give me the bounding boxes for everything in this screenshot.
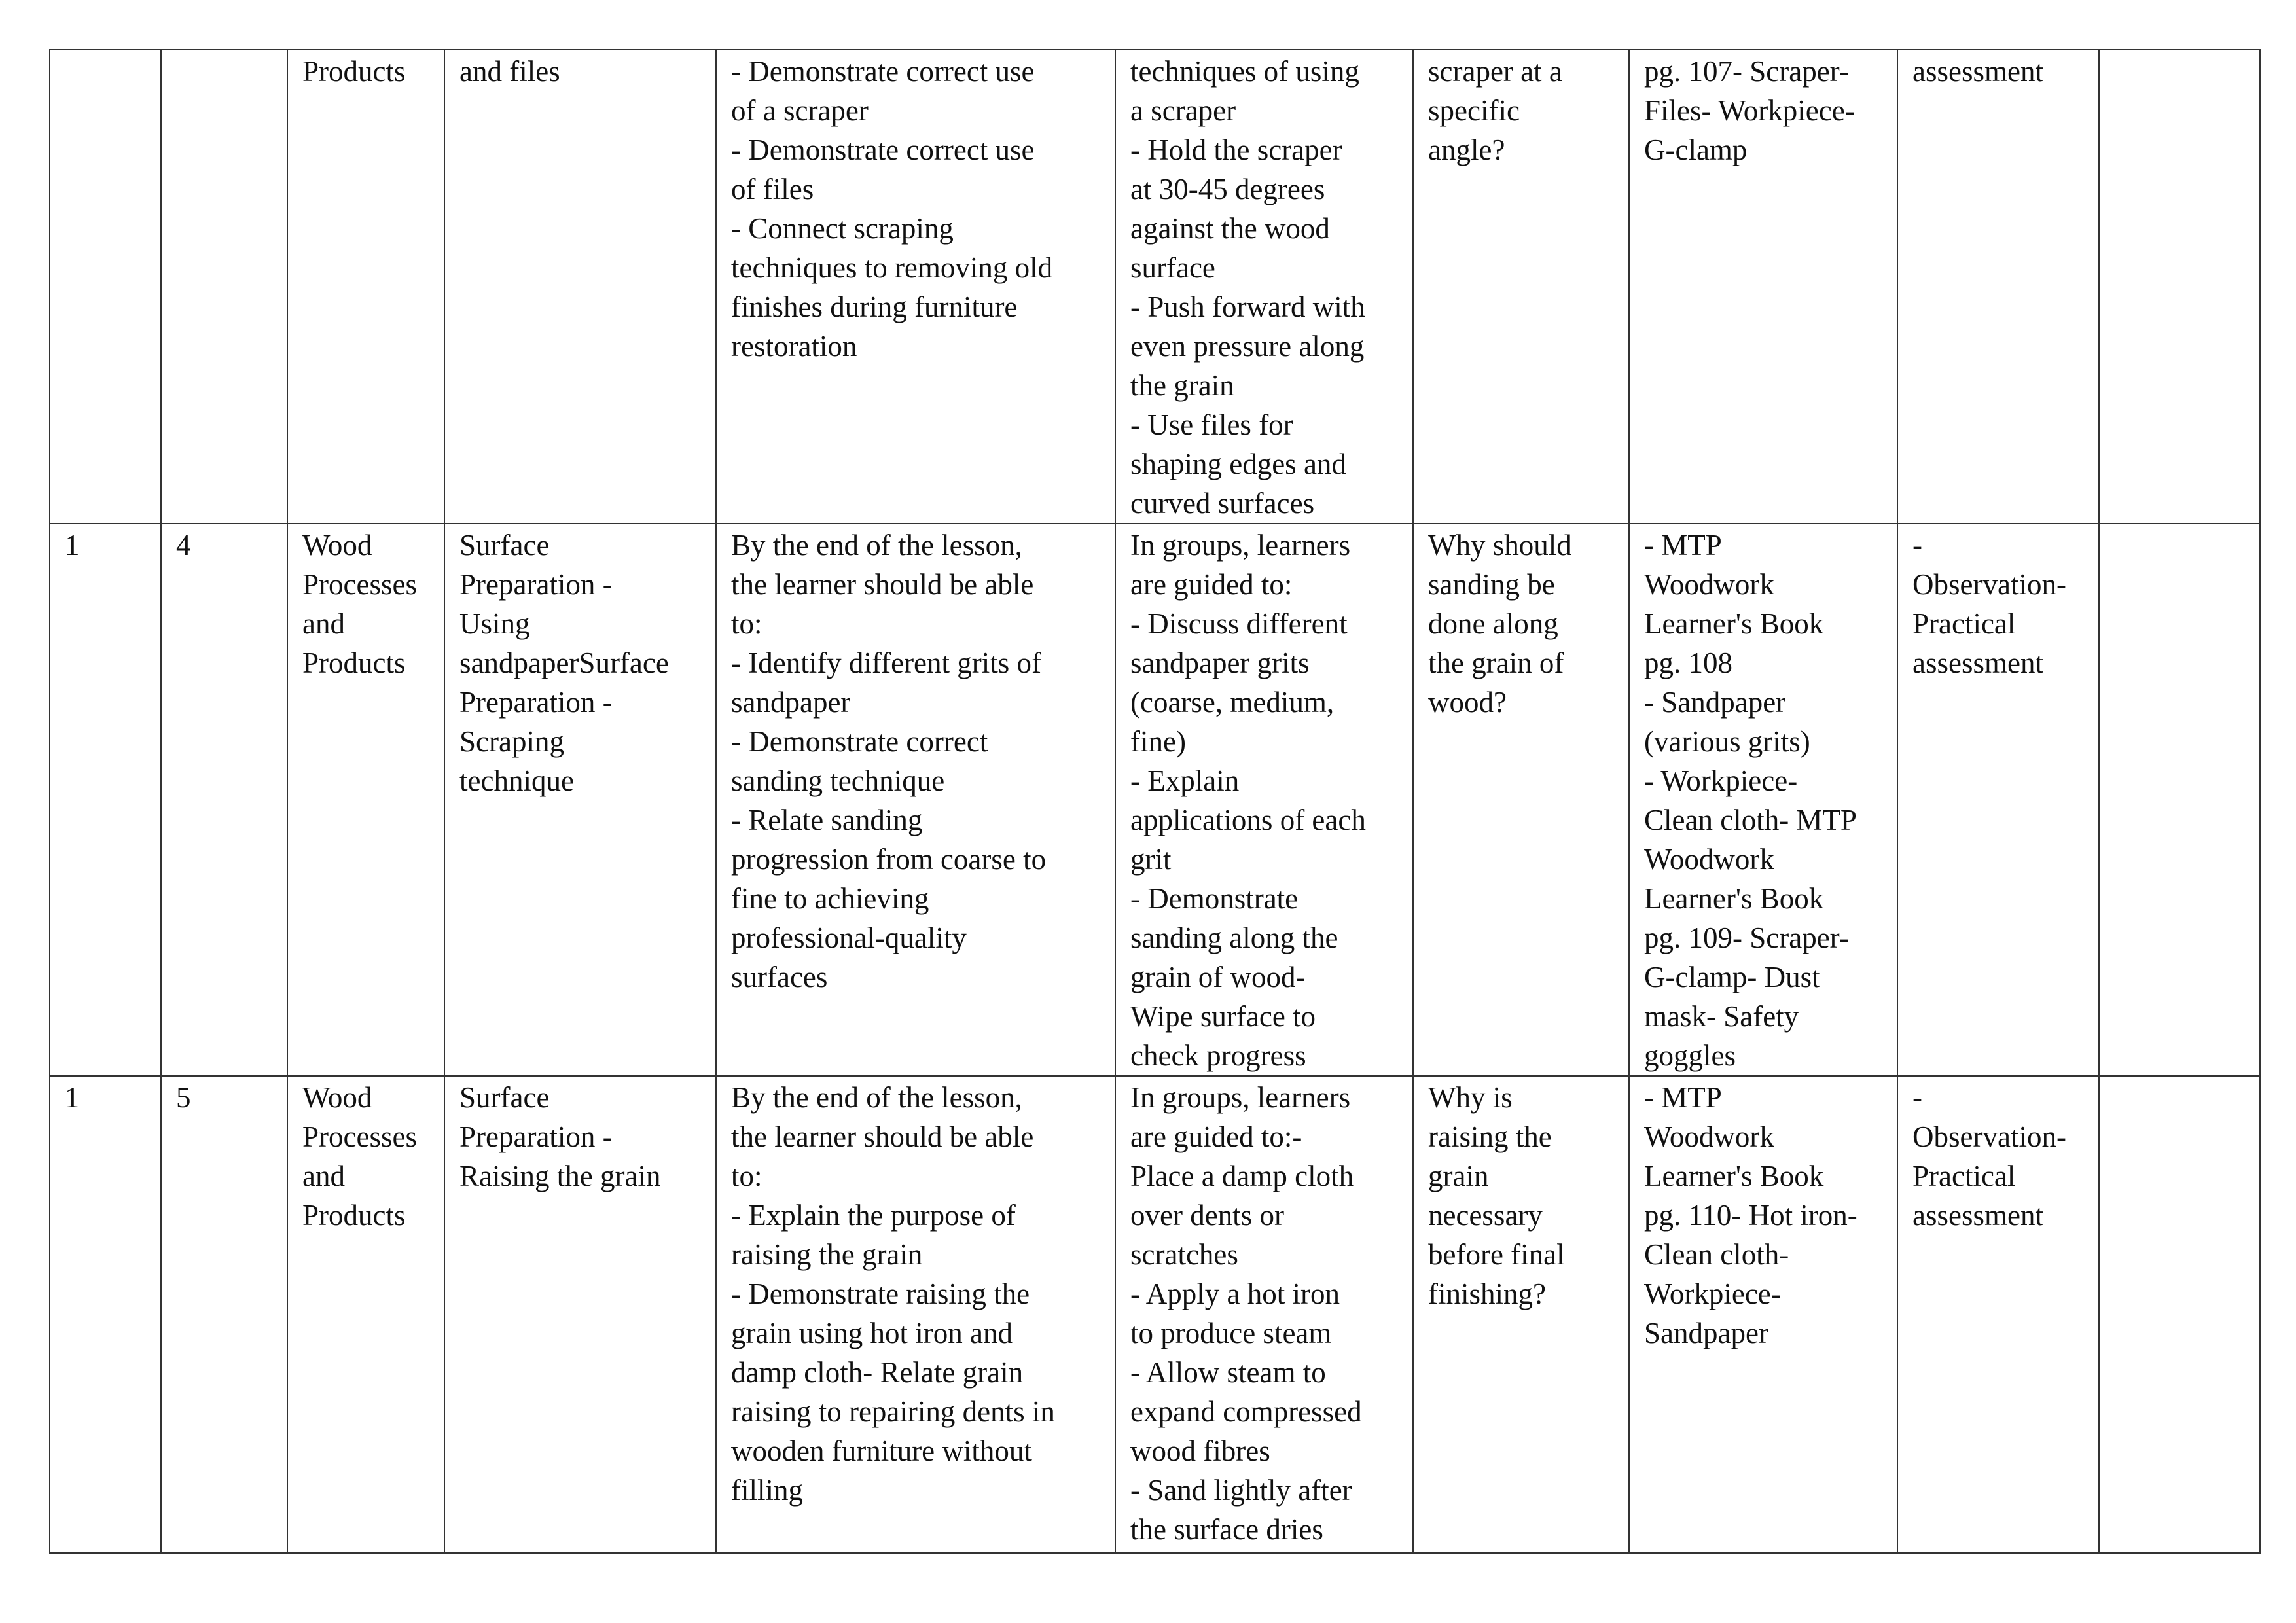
key-inquiry-cell: scraper at a specific angle? (1413, 50, 1629, 524)
assessment-cell: - Observation- Practical assessment (1897, 1076, 2099, 1553)
week-cell: 1 (50, 1076, 161, 1553)
week-cell: 1 (50, 524, 161, 1076)
lesson-cell: 5 (161, 1076, 287, 1553)
learning-outcomes-cell: By the end of the lesson, the learner should be able to: - Explain the purpose of raising the grain - Demonstrate raising the grain using hot iron and damp cloth- Relate grain raising to repairing dents in wooden furniture without filling (716, 1076, 1115, 1553)
week-cell (50, 50, 161, 524)
table-row (50, 50, 2260, 524)
sub-strand-cell: Surface Preparation - Raising the grain (444, 1076, 716, 1553)
table-row (50, 524, 2260, 1076)
lesson-cell (161, 50, 287, 524)
strand-cell: Wood Processes and Products (287, 524, 444, 1076)
sub-strand-cell: Surface Preparation - Using sandpaperSurface Preparation - Scraping technique (444, 524, 716, 1076)
learning-outcomes-cell: By the end of the lesson, the learner should be able to: - Identify different grits of sandpaper - Demonstrate correct sanding technique - Relate sanding progression from coarse to fine to achieving professional-quality surfaces (716, 524, 1115, 1076)
learning-experiences-cell: In groups, learners are guided to: - Discuss different sandpaper grits (coarse, medium, fine) - Explain applications of each grit - Demonstrate sanding along the grain of wood- Wipe surface to check progress (1115, 524, 1413, 1076)
learning-resources-cell: - MTP Woodwork Learner's Book pg. 108 - Sandpaper (various grits) - Workpiece- Clean cloth- MTP Woodwork Learner's Book pg. 109- Scraper- G-clamp- Dust mask- Safety goggles (1629, 524, 1897, 1076)
learning-resources-cell: - MTP Woodwork Learner's Book pg. 110- Hot iron- Clean cloth- Workpiece- Sandpaper (1629, 1076, 1897, 1553)
remarks-cell (2099, 524, 2260, 1076)
scheme-of-work-table (49, 49, 2261, 1554)
learning-experiences-cell: techniques of using a scraper - Hold the scraper at 30-45 degrees against the wood surface - Push forward with even pressure along the grain - Use files for shaping edges and curved surfaces (1115, 50, 1413, 524)
remarks-cell (2099, 50, 2260, 524)
key-inquiry-cell: Why is raising the grain necessary before final finishing? (1413, 1076, 1629, 1553)
learning-experiences-cell: In groups, learners are guided to:- Place a damp cloth over dents or scratches - Apply a hot iron to produce steam - Allow steam to expand compressed wood fibres - Sand lightly after the surface dries (1115, 1076, 1413, 1553)
strand-cell: Products (287, 50, 444, 524)
learning-resources-cell: pg. 107- Scraper- Files- Workpiece- G-clamp (1629, 50, 1897, 524)
key-inquiry-cell: Why should sanding be done along the grain of wood? (1413, 524, 1629, 1076)
sub-strand-cell: and files (444, 50, 716, 524)
strand-cell: Wood Processes and Products (287, 1076, 444, 1553)
learning-outcomes-cell: - Demonstrate correct use of a scraper - Demonstrate correct use of files - Connect scraping techniques to removing old finishes during furniture restoration (716, 50, 1115, 524)
remarks-cell (2099, 1076, 2260, 1553)
assessment-cell: - Observation- Practical assessment (1897, 524, 2099, 1076)
assessment-cell: assessment (1897, 50, 2099, 524)
lesson-cell: 4 (161, 524, 287, 1076)
table-row (50, 1076, 2260, 1553)
